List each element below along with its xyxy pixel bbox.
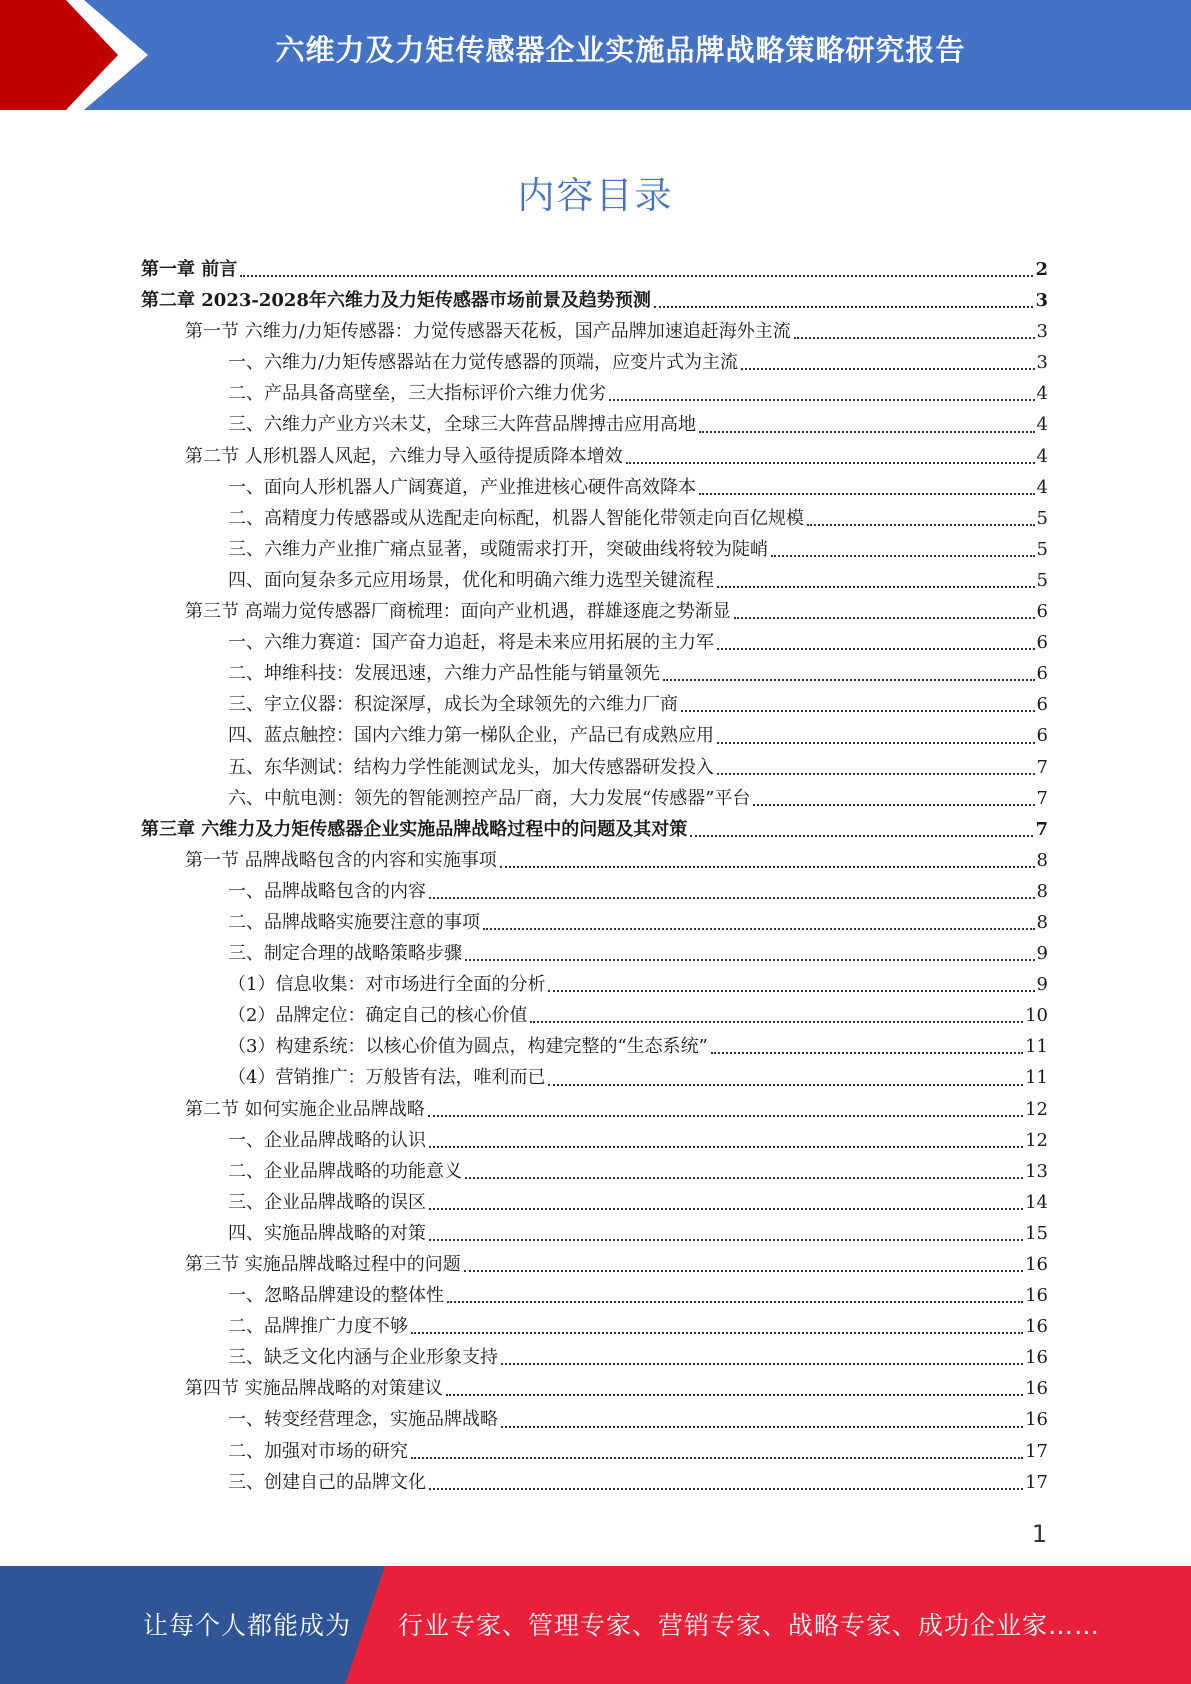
toc-entry-text: 一、忽略品牌建设的整体性 (228, 1285, 444, 1307)
toc-entry-text: 三、缺乏文化内涵与企业形象支持 (228, 1347, 498, 1369)
chevron-arrow-icon (0, 0, 160, 110)
toc-entry-page: 5 (1036, 507, 1048, 529)
toc-entry[interactable] (141, 1187, 1048, 1218)
toc-entry-page: 7 (1036, 756, 1048, 778)
dot-leader (428, 1115, 1023, 1117)
toc-entry-text: 四、实施品牌战略的对策 (228, 1222, 426, 1244)
toc-entry-page: 4 (1036, 414, 1048, 436)
toc-entry-page: 16 (1025, 1254, 1048, 1275)
page-number: 1 (1031, 1520, 1047, 1548)
toc-entry[interactable] (141, 472, 1048, 503)
table-of-contents (141, 254, 1048, 1498)
toc-entry-page: 16 (1025, 1285, 1048, 1307)
dot-leader (483, 928, 1035, 930)
toc-entry-page: 9 (1036, 974, 1048, 996)
toc-entry-page: 6 (1036, 601, 1048, 623)
toc-entry-page: 16 (1025, 1409, 1048, 1431)
toc-entry[interactable] (141, 596, 1048, 627)
toc-entry-page: 4 (1036, 445, 1048, 467)
toc-entry-page: 7 (1035, 818, 1048, 840)
toc-entry-page: 11 (1025, 1067, 1048, 1089)
toc-entry-text: 六、中航电测：领先的智能测控产品厂商，大力发展“传感器”平台 (228, 787, 751, 809)
dot-leader (609, 399, 1035, 401)
toc-entry-text: 二、品牌推广力度不够 (228, 1316, 408, 1338)
toc-entry-text: 第一节 六维力/力矩传感器：力觉传感器天花板，国产品牌加速追赶海外主流 (185, 321, 791, 343)
toc-entry[interactable] (141, 378, 1048, 409)
toc-entry-page: 3 (1036, 321, 1048, 343)
toc-entry-text: 第三节 实施品牌战略过程中的问题 (185, 1254, 461, 1275)
toc-entry[interactable] (141, 503, 1048, 534)
dot-leader (465, 1177, 1023, 1179)
toc-entry-page: 16 (1025, 1347, 1048, 1369)
toc-entry-text: 四、面向复杂多元应用场景，优化和明确六维力选型关键流程 (228, 569, 714, 591)
report-title: 六维力及力矩传感器企业实施品牌战略策略研究报告 (275, 33, 966, 67)
toc-entry[interactable] (141, 814, 1048, 845)
toc-entry[interactable] (141, 845, 1048, 876)
toc-entry-text: 五、东华测试：结构力学性能测试龙头，加大传感器研发投入 (228, 756, 714, 778)
toc-entry-text: 三、制定合理的战略策略步骤 (228, 943, 462, 965)
toc-entry[interactable] (141, 565, 1048, 596)
toc-entry-text: （3）构建系统：以核心价值为圆点，构建完整的“生态系统” (228, 1036, 708, 1058)
toc-entry[interactable] (141, 752, 1048, 783)
dot-leader (699, 493, 1035, 495)
dot-leader (548, 1084, 1023, 1086)
dot-leader (429, 1208, 1023, 1210)
page-header (0, 0, 1191, 110)
dot-leader (447, 1301, 1023, 1303)
dot-leader (411, 1332, 1023, 1334)
dot-leader (429, 1146, 1023, 1148)
toc-entry[interactable] (141, 441, 1048, 472)
dot-leader (411, 1457, 1023, 1459)
toc-entry-text: 二、品牌战略实施要注意的事项 (228, 911, 480, 933)
dot-leader (446, 1394, 1023, 1396)
toc-entry-page: 6 (1036, 632, 1048, 654)
dot-leader (500, 866, 1035, 868)
toc-entry-page: 14 (1025, 1191, 1048, 1213)
toc-entry[interactable] (141, 534, 1048, 565)
toc-entry-text: 三、创建自己的品牌文化 (228, 1471, 426, 1493)
toc-entry[interactable] (141, 1156, 1048, 1187)
toc-entry[interactable] (141, 876, 1048, 907)
toc-entry-text: 三、六维力产业方兴未艾，全球三大阵营品牌搏击应用高地 (228, 414, 696, 436)
toc-entry[interactable] (141, 409, 1048, 440)
toc-entry-text: （1）信息收集：对市场进行全面的分析 (228, 974, 546, 996)
dot-leader (530, 1021, 1023, 1023)
toc-entry-text: 一、企业品牌战略的认识 (228, 1129, 426, 1151)
dot-leader (734, 617, 1035, 619)
dot-leader (717, 773, 1035, 775)
dot-leader (794, 337, 1035, 339)
dot-leader (711, 1052, 1023, 1054)
toc-entry-text: 二、加强对市场的研究 (228, 1440, 408, 1462)
dot-leader (654, 306, 1034, 308)
toc-entry-text: 二、企业品牌战略的功能意义 (228, 1160, 462, 1182)
toc-entry[interactable] (141, 658, 1048, 689)
toc-entry[interactable] (141, 907, 1048, 938)
toc-entry[interactable] (141, 1249, 1048, 1280)
toc-entry-page: 6 (1036, 694, 1048, 716)
toc-entry-page: 15 (1025, 1222, 1048, 1244)
toc-entry-text: 二、坤维科技：发展迅速，六维力产品性能与销量领先 (228, 663, 660, 685)
dot-leader (717, 742, 1035, 744)
toc-entry-page: 5 (1036, 569, 1048, 591)
toc-entry[interactable] (141, 720, 1048, 751)
dot-leader (429, 897, 1035, 899)
toc-entry[interactable] (141, 1000, 1048, 1031)
dot-leader (717, 586, 1035, 588)
toc-entry-page: 5 (1036, 538, 1048, 560)
toc-entry-text: 三、六维力产业推广痛点显著，或随需求打开，突破曲线将较为陡峭 (228, 538, 768, 560)
toc-entry[interactable] (141, 285, 1048, 316)
toc-entry-page: 12 (1025, 1098, 1048, 1120)
toc-entry[interactable] (141, 1404, 1048, 1435)
toc-entry-page: 8 (1036, 880, 1048, 902)
dot-leader (771, 555, 1035, 557)
dot-leader (663, 679, 1035, 681)
toc-entry[interactable] (141, 1031, 1048, 1062)
toc-entry-text: 二、产品具备高壁垒，三大指标评价六维力优劣 (228, 383, 606, 405)
toc-entry-text: 第一节 品牌战略包含的内容和实施事项 (185, 849, 497, 871)
dot-leader (548, 990, 1034, 992)
toc-entry[interactable] (141, 1280, 1048, 1311)
toc-entry-text: 三、宇立仪器：积淀深厚，成长为全球领先的六维力厂商 (228, 694, 678, 716)
toc-entry-text: 第三节 高端力觉传感器厂商梳理：面向产业机遇，群雄逐鹿之势渐显 (185, 601, 731, 623)
toc-entry-page: 8 (1036, 849, 1048, 871)
footer-slogan-right: 行业专家、管理专家、营销专家、战略专家、成功企业家…… (398, 1611, 1101, 1640)
toc-entry-page: 11 (1025, 1036, 1048, 1058)
toc-entry-page: 4 (1036, 383, 1048, 405)
toc-entry-text: 第二节 人形机器人风起，六维力导入亟待提质降本增效 (185, 445, 623, 467)
footer-slogan-left: 让每个人都能成为 (143, 1611, 352, 1640)
dot-leader (699, 431, 1035, 433)
dot-leader (501, 1363, 1023, 1365)
toc-entry[interactable] (141, 254, 1048, 285)
toc-entry-page: 12 (1025, 1129, 1048, 1151)
toc-entry[interactable] (141, 689, 1048, 720)
toc-entry[interactable] (141, 938, 1048, 969)
toc-entry-text: 二、高精度力传感器或从选配走向标配，机器人智能化带领走向百亿规模 (228, 507, 804, 529)
toc-entry-page: 17 (1025, 1471, 1048, 1493)
toc-entry-text: （4）营销推广：万般皆有法，唯利而已 (228, 1067, 546, 1089)
toc-entry-text: 一、转变经营理念，实施品牌战略 (228, 1409, 498, 1431)
toc-entry-page: 10 (1025, 1005, 1048, 1027)
page-footer (0, 1566, 1191, 1684)
toc-entry[interactable] (141, 1436, 1048, 1467)
toc-entry-text: 第二章 2023-2028年六维力及力矩传感器市场前景及趋势预测 (141, 290, 651, 312)
dot-leader (240, 275, 1033, 277)
toc-entry-page: 7 (1036, 787, 1048, 809)
toc-entry-page: 4 (1036, 476, 1048, 498)
dot-leader (501, 1426, 1023, 1428)
dot-leader (429, 1488, 1023, 1490)
dot-leader (717, 648, 1035, 650)
toc-entry-text: 一、六维力/力矩传感器站在力觉传感器的顶端，应变片式为主流 (228, 352, 739, 374)
toc-entry-text: 第四节 实施品牌战略的对策建议 (185, 1378, 443, 1400)
dot-leader (753, 804, 1034, 806)
toc-entry-text: 第二节 如何实施企业品牌战略 (185, 1098, 425, 1120)
toc-entry-text: 第一章 前言 (141, 259, 238, 280)
toc-entry-page: 6 (1036, 663, 1048, 685)
toc-entry-text: 第三章 六维力及力矩传感器企业实施品牌战略过程中的问题及其对策 (141, 818, 688, 840)
dot-leader (626, 462, 1035, 464)
toc-entry[interactable] (141, 1373, 1048, 1404)
toc-entry[interactable] (141, 1094, 1048, 1125)
toc-entry-text: 四、蓝点触控：国内六维力第一梯队企业，产品已有成熟应用 (228, 725, 714, 747)
toc-entry-text: 一、面向人形机器人广阔赛道，产业推进核心硬件高效降本 (228, 476, 696, 498)
toc-entry[interactable] (141, 316, 1048, 347)
toc-entry-text: 三、企业品牌战略的误区 (228, 1191, 426, 1213)
dot-leader (807, 524, 1035, 526)
dot-leader (464, 1270, 1023, 1272)
dot-leader (429, 1239, 1023, 1241)
dot-leader (465, 959, 1035, 961)
toc-entry[interactable] (141, 1125, 1048, 1156)
toc-entry-page: 17 (1025, 1440, 1048, 1462)
toc-entry-page: 8 (1036, 911, 1048, 933)
toc-entry-text: （2）品牌定位：确定自己的核心价值 (228, 1005, 528, 1027)
dot-leader (681, 710, 1035, 712)
toc-entry-page: 6 (1036, 725, 1048, 747)
toc-entry-page: 3 (1035, 290, 1048, 312)
toc-entry[interactable] (141, 1311, 1048, 1342)
toc-entry-page: 16 (1025, 1378, 1048, 1400)
toc-entry[interactable] (141, 1218, 1048, 1249)
toc-entry[interactable] (141, 347, 1048, 378)
toc-entry[interactable] (141, 1342, 1048, 1373)
toc-entry-page: 9 (1036, 943, 1048, 965)
toc-entry[interactable] (141, 1062, 1048, 1093)
dot-leader (741, 368, 1034, 370)
toc-entry-page: 3 (1036, 352, 1048, 374)
toc-heading: 内容目录 (517, 174, 674, 217)
toc-entry[interactable] (141, 627, 1048, 658)
toc-entry-page: 13 (1025, 1160, 1048, 1182)
dot-leader (690, 835, 1033, 837)
toc-entry[interactable] (141, 1467, 1048, 1498)
toc-entry-text: 一、六维力赛道：国产奋力追赶，将是未来应用拓展的主力军 (228, 632, 714, 654)
toc-entry[interactable] (141, 783, 1048, 814)
toc-entry-page: 16 (1025, 1316, 1048, 1338)
toc-entry-text: 一、品牌战略包含的内容 (228, 880, 426, 902)
toc-entry[interactable] (141, 969, 1048, 1000)
toc-entry-page: 2 (1035, 259, 1048, 280)
